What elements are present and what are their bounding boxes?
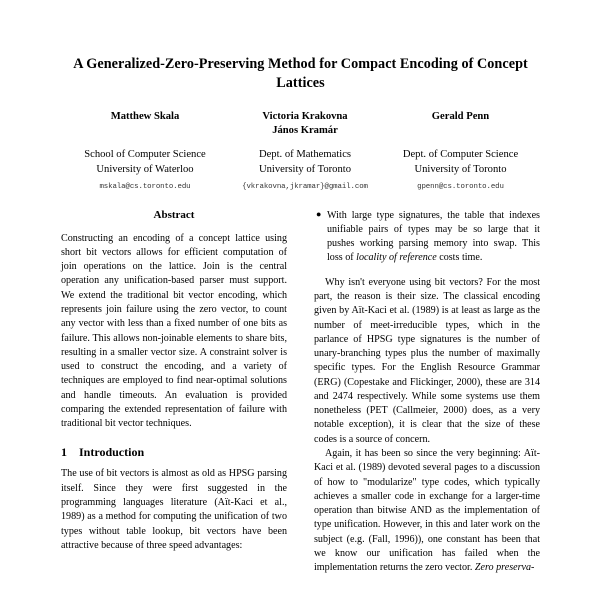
section-title: Introduction	[79, 445, 145, 460]
author-email: {vkrakovna,jkramar}@gmail.com	[242, 183, 368, 192]
page-content	[61, 0, 540, 576]
author-email: mskala@cs.toronto.edu	[99, 183, 191, 192]
author-name: Victoria Krakovna	[262, 110, 348, 122]
emphasis-text: Zero preserva-	[474, 562, 535, 574]
section-heading-introduction	[61, 445, 287, 460]
author-affiliation-line: University of Waterloo	[96, 163, 194, 175]
abstract-text: Constructing an encoding of a concept lattice using short bit vectors allows for efficient computation of join operations on the lattice. Join is the central operation any unification-based parser must support. We extend the traditional bit vector encoding, which represents join failure using the zero vector, to count any vector with less than a fixed number of one bits as failure. This allows non-joinable elements to share bits, resulting in a smaller vector size. A constraint solver is used to construct the encoding, and a variety of techniques are employed to find near-optimal solutions and handle timeouts. An evaluation is provided comparing the extended representation of failure with traditional bit vector techniques.	[61, 232, 287, 430]
bullet-list	[314, 209, 540, 266]
author-name-spacer	[381, 124, 540, 139]
abstract-heading: Abstract	[153, 208, 195, 221]
right-paragraph-2: Again, it has been so since the very beginning: Aït-Kaci et al. (1989) devoted several pages to a discussion of how to "modularize" type codes, which typically achieves a smaller code in exchange for a larger-time operation than bitwise AND as the implementation of type unification. However, in this and later work on the subject (e.g. (Fall, 1996)), one constant has been that we know our unification has failed when the implementation returns the zero vector. Zero preserva-	[314, 448, 540, 574]
left-column	[61, 209, 287, 576]
author-affiliation-line: University of Toronto	[414, 163, 507, 175]
right-paragraph-1: Why isn't everyone using bit vectors? For the most part, the reason is their size. The classical encoding given by Aït-Kaci et al. (1989) is at least as large as the number of meet-irreducible types, which in the parlance of HPSG type signatures is the number of unary-branching types plus the number of maximally specific types. For the English Resource Grammar (ERG) (Copestake and Flickinger, 2000), these are 314 and 2474 respectively. While some systems use them nonetheless (PET (Callmeier, 2000) does, as a very notable exception), it is clear that the size of these codes is a source of concern.	[314, 276, 540, 445]
author-column-3	[381, 110, 540, 193]
intro-paragraph: The use of bit vectors is almost as old as HPSG parsing itself. Since they were first suggested in the programming languages literature (Aït-Kaci et al., 1989) as a method for computing the unification of two types without table lookup, bit vectors have been attractive because of three speed advantages:	[61, 468, 287, 551]
author-affiliation-line: University of Toronto	[258, 164, 352, 175]
author-block	[61, 110, 540, 193]
body-columns	[61, 209, 540, 576]
author-name: Matthew Skala	[110, 110, 180, 122]
emphasis-text: locality of reference	[356, 252, 437, 264]
list-item	[314, 209, 540, 266]
page-title: A Generalized-Zero-Preserving Method for Compact Encoding of Concept Lattices	[73, 56, 528, 91]
author-affiliation-line: School of Computer Science	[84, 148, 206, 160]
author-name-spacer	[61, 124, 229, 139]
author-name: János Kramár	[272, 125, 338, 137]
right-column	[314, 209, 540, 576]
author-affiliation-line: Dept. of Computer Science	[402, 148, 519, 160]
section-number: 1	[61, 445, 67, 460]
bullet-text: With large type signatures, the table that indexes unifiable pairs of types may be so large that it pushes working parsing memory into swap. This loss of locality of reference costs time.	[327, 209, 540, 264]
author-name: Gerald Penn	[431, 110, 490, 122]
author-affiliation-line: Dept. of Mathematics	[258, 148, 352, 160]
author-column-1	[61, 110, 229, 193]
bullet-dot-icon: ●	[316, 209, 322, 220]
author-column-2	[229, 110, 381, 193]
author-email: gpenn@cs.toronto.edu	[417, 183, 504, 192]
